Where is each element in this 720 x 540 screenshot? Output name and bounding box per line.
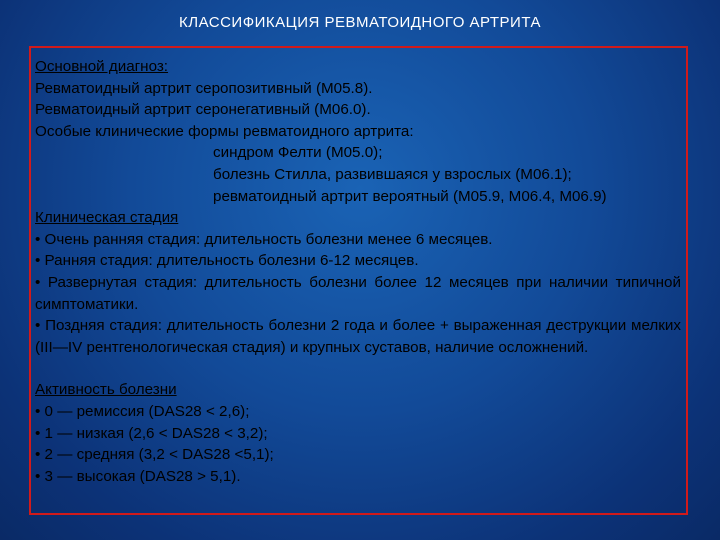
activity-item: • 2 — средняя (3,2 < DAS28 <5,1);	[35, 446, 274, 464]
special-form-item: синдром Фелти (М05.0);	[213, 144, 383, 162]
diagnosis-line: Особые клинические формы ревматоидного артрита:	[35, 122, 414, 140]
stage-item: • Развернутая стадия: длительность болезни более 12 месяцев при наличии типичной симптоматики.	[35, 273, 681, 313]
stage-item: • Очень ранняя стадия: длительность болезни менее 6 месяцев.	[35, 230, 493, 248]
main-diagnosis-heading: Основной диагноз:	[35, 58, 169, 75]
activity-item: • 1 — низкая (2,6 < DAS28 < 3,2);	[35, 424, 268, 442]
spacer	[35, 358, 681, 379]
diagnosis-line: Ревматоидный артрит серопозитивный (М05.8).	[35, 79, 373, 97]
activity-heading: Активность болезни	[35, 381, 177, 399]
special-form-item: болезнь Стилла, развившаяся у взрослых (М06.1);	[213, 165, 572, 183]
slide-title: КЛАССИФИКАЦИЯ РЕВМАТОИДНОГО АРТРИТА	[178, 14, 542, 31]
activity-item: • 0 — ремиссия (DAS28 < 2,6);	[35, 402, 250, 420]
activity-item: • 3 — высокая (DAS28 > 5,1).	[35, 467, 241, 485]
stage-item: • Ранняя стадия: длительность болезни 6-12 месяцев.	[35, 252, 419, 270]
content-box	[29, 46, 688, 515]
clinical-stage-heading: Клиническая стадия	[35, 209, 179, 227]
special-form-item: ревматоидный артрит вероятный (М05.9, М06.4, М06.9)	[213, 187, 607, 205]
stage-item: • Поздняя стадия: длительность болезни 2 года и более + выраженная деструкции мелких (III—IV рентгенологическая стадия) и крупных суставов, наличие осложнений.	[35, 317, 681, 356]
diagnosis-line: Ревматоидный артрит серонегативный (М06.0).	[35, 101, 371, 119]
